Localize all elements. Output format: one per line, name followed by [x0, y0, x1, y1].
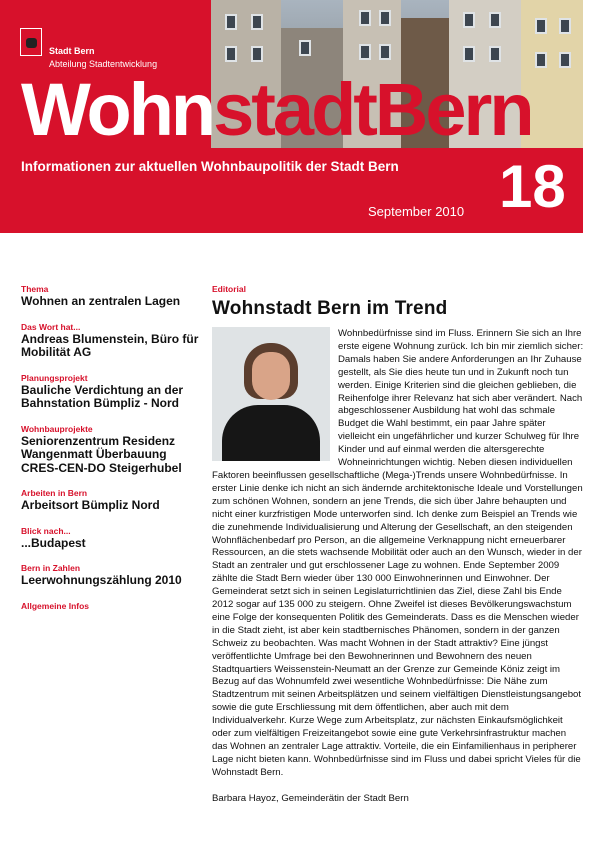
contents-label: Bern in Zahlen	[21, 563, 81, 573]
article-body: Wohnbedürfnisse sind im Fluss. Erinnern Sie sich an Ihre erste eigene Wohnung zurück. Ich bin mir ziemlich sicher: Damals haben Sie andere Anforderungen an Ihr Zuhause gestellt, als Sie dies heute tun und in Zukunft noch tun werden. Einige Kriterien sind die gleichen geblieben, die Reihenfolge ihrer Relevanz hat sich aber verändert. Nach abgeschlossener Ausbildung hat wohl das schmale Budget die Wahl bestimmt, ein paar Jahre später vielleicht ein ungefährlicher und kurzer Schulweg für Ihre Kinder und auf einmal werden die altersgerechte Wohneinrichtungen wichtig. Neben diesen individuellen Faktoren beeinflussen gesellschaftliche (Mega-)Trends unsere Wohnbedürfnisse. In erster Linie denke ich nicht an sich ändernde architektonische Ideale und Vorstellungen zum schönen Wohnen, sondern an jene Trends, die sich über Jahre behaupten und nicht einer kurzfristigen Mode unterworfen sind. Ich denke zum Beispiel an Trends wie die zunehmende Individualisierung und Alterung der Gesellschaft, an den steigenden Wohnflächenbedarf pro Person, an die allgemeine Verknappung nicht erneuerbarer Ressourcen, an die stets wachsende Mobilität oder auch an den Wunsch, wieder in der Stadt an zentraler und gut erschlossener Lage zu wohnen. Ende September 2009 zählte die Stadt Bern wieder über 130 000 Einwohnerinnen und Einwohner. Der Gemeinderat setzt sich in seinen Legislaturrichtlinien das Ziel, diese Zahl bis Ende 2012 sogar auf 135 000 zu steigern. Ohne Zweifel ist dieses Bevölkerungswachstum eine Folge der konsequenten Politik des Gemeinderats. Dass es die Menschen wieder in die Stadt zieht, ist aber kein stadtbernisches Phänomen, sondern in der ganzen Schweiz zu beobachten. Was macht Wohnen in der Stadt attraktiv? Eine jüngst veröffentlichte Umfrage bei den Bewohnerinnen und Bewohnern des neuen Stadtquartiers Weissenstein-Neumatt an der Grenze zur Gemeinde Köniz zeigt im Bezug auf das Wohnumfeld zwei wesentliche Wohnbedürfnisse: Die Nähe zum Stadtzentrum mit seinen Arbeitsplätzen und seinem vielfältigen Dienstleistungsangebot sowie die gute Erschliessung mit dem öffentlichen, aber auch mit dem Individualverkehr. Kurze Wege zum Arbeitsplatz, zur nächsten Einkaufsmöglichkeit oder zum vielfältigen Freizeitangebot sowie eine gute Verkehrsinfrastruktur machen das Wohnen an zentraler Lage attraktiv. Vorteile, die ein Einfamilienhaus in peripherer Lage nicht bieten kann. Wohnbedürfnisse sind im Fluss und dabei spricht Vieles für die Wohnstadt Bern.	[212, 328, 584, 778]
contents-label: Das Wort hat...	[21, 321, 81, 332]
contents-label: Arbeiten in Bern	[21, 488, 88, 498]
contents-label: Allgemeine Infos	[21, 600, 90, 611]
department-name: Abteilung Stadtentwicklung	[49, 59, 158, 69]
org-name: Stadt Bern	[49, 46, 95, 56]
contents-title: Wohnen an zentralen Lagen	[21, 294, 181, 308]
contents-label: Wohnbauprojekte	[21, 423, 93, 434]
bern-crest-icon	[20, 28, 42, 56]
author-portrait	[212, 327, 330, 461]
contents-item[interactable]	[21, 526, 201, 551]
contents-item[interactable]	[21, 601, 201, 612]
contents-label: Planungsprojekt	[21, 372, 88, 383]
contents-item[interactable]	[21, 488, 201, 513]
article-kicker: Editorial	[212, 284, 247, 294]
article-headline: Wohnstadt Bern im Trend	[212, 298, 448, 319]
contents-title: Arbeitsort Bümpliz Nord	[21, 498, 160, 512]
contents-item[interactable]	[21, 284, 201, 309]
contents-sidebar	[21, 284, 201, 625]
issue-date: September 2010	[368, 204, 465, 219]
masthead-part-wohn: Wohn	[21, 68, 214, 151]
masthead-part-stadtbern: stadtBern	[213, 68, 532, 151]
contents-title: Leerwohnungszählung 2010	[21, 573, 182, 587]
contents-title: Bauliche Verdichtung an der Bahnstation Bümpliz - Nord	[21, 382, 184, 410]
contents-label: Blick nach...	[21, 525, 71, 536]
issue-number: 18	[499, 153, 566, 220]
contents-item[interactable]	[21, 424, 201, 476]
contents-label: Thema	[21, 284, 49, 294]
contents-item[interactable]	[21, 373, 201, 411]
contents-title: Seniorenzentrum Residenz Wangenmatt Überbauung CRES-CEN-DO Steigerhubel	[21, 433, 182, 475]
subtitle: Informationen zur aktuellen Wohnbaupolitik der Stadt Bern	[21, 159, 399, 174]
masthead-title	[21, 70, 532, 150]
contents-title: Andreas Blumenstein, Büro für Mobilität AG	[21, 331, 199, 359]
contents-item[interactable]	[21, 322, 201, 360]
contents-item[interactable]	[21, 563, 201, 588]
article-signature: Barbara Hayoz, Gemeinderätin der Stadt Bern	[212, 792, 409, 804]
editorial-article	[212, 284, 584, 806]
contents-title: ...Budapest	[21, 535, 86, 550]
masthead-banner	[0, 0, 583, 233]
